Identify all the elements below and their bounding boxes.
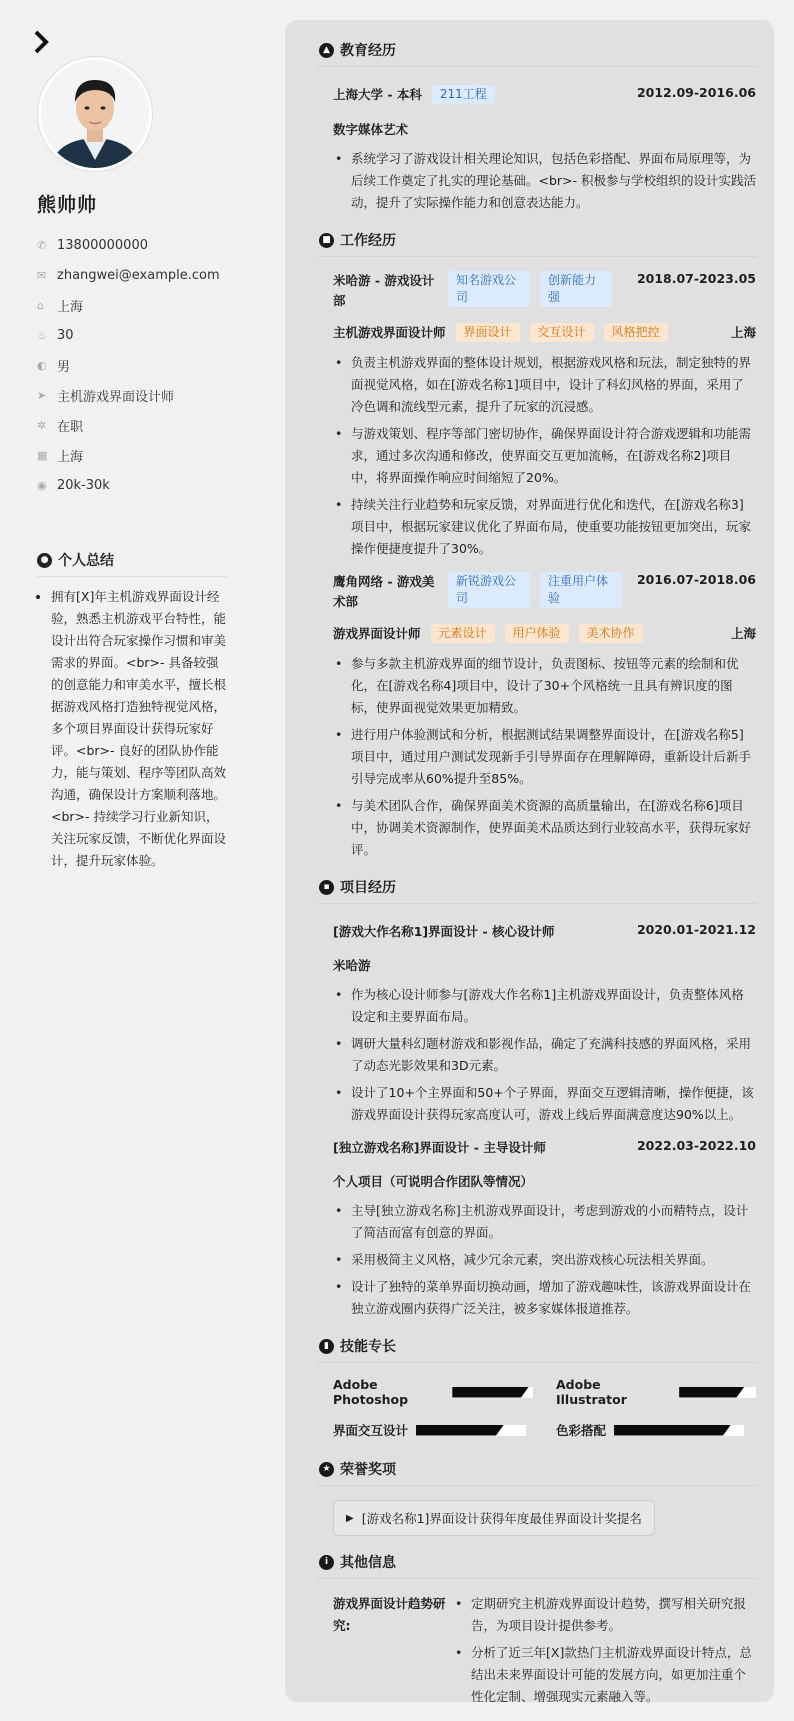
other-bullet: • 分析了近三年[X]款热门主机游戏界面设计特点，总结出未来界面设计可能的发展方向，如更加注重个性化定制、增强现实元素融入等。 [453,1642,756,1708]
main-column [285,20,774,1702]
job-city: 上海 [730,626,756,641]
education-header: 上海大学 - 本科 211工程 2012.09-2016.06 [333,85,756,102]
info-salary: ◉ 20k-30k [37,477,110,493]
projects-title: ▪ 项目经历 [319,877,756,904]
job-bullet: • 与游戏策划、程序等部门密切协作，确保界面设计符合游戏逻辑和功能需求，通过多次沟通和修改，使界面交互更加流畅，在[游戏名称2]项目中，将界面操作响应时间缩短了20%。 [333,423,756,489]
building-icon: ▦ [37,448,48,462]
info-icon: i [319,1555,334,1570]
job-header: 鹰角网络 - 游戏美术部 新锐游戏公司 注重用户体验 2016.07-2018.06 [333,572,756,609]
other-title: i 其他信息 [319,1552,756,1579]
project-bullet: • 作为核心设计师参与[游戏大作名称1]主机游戏界面设计，负责整体风格设定和主要界面布局。 [333,984,756,1028]
mail-icon: ✉ [37,268,47,282]
job-tag: 注重用户体验 [540,572,622,608]
skill-bar-fill [614,1425,731,1436]
education-title: ▲ 教育经历 [319,40,756,67]
job-tag: 新锐游戏公司 [448,572,530,608]
project-bullet: • 设计了独特的菜单界面切换动画，增加了游戏趣味性，该游戏界面设计在独立游戏圈内获得广泛关注，被多家媒体报道推荐。 [333,1276,756,1320]
job-bullet: • 负责主机游戏界面的整体设计规划，根据游戏风格和玩法，制定独特的界面视觉风格，如在[游戏名称1]项目中，设计了科幻风格的界面，采用了冷色调和流线型元素，提升了玩家的沉浸感。 [333,352,756,418]
award-item[interactable]: ▶ [游戏名称1]界面设计获得年度最佳界面设计奖提名 [333,1500,655,1536]
job-period: 2016.07-2018.06 [636,572,756,587]
chart-icon: ▮ [319,1339,334,1354]
project-org: 个人项目（可说明合作团队等情况） [333,1174,534,1189]
summary-text: • 拥有[X]年主机游戏界面设计经验，熟悉主机游戏平台特性，能设计出符合玩家操作习惯和审美需求的界面。<br>- 具备较强的创意能力和审美水平，擅长根据游戏风格打造独特视觉风格，多个项目界面设计获得玩家好评。<br>- 良好的团队协作能力，能与策划、程序等团队高效沟通，确保设计方案顺利落地。<br>- 持续学习行业新知识，关注玩家反馈，不断优化界面设计，提升玩家体验。 [37,586,227,872]
job-city: 上海 [730,325,756,340]
briefcase-icon: ■ [319,233,334,248]
phone-icon: ✆ [37,238,47,252]
education-major: 数字媒体艺术 [333,122,409,137]
project-bullet: • 主导[独立游戏名称]主机游戏界面设计，考虑到游戏的小而精特点，设计了简洁而富有创意的界面。 [333,1200,756,1244]
job-tag: 知名游戏公司 [448,271,530,307]
job-header: 米哈游 - 游戏设计部 知名游戏公司 创新能力强 2018.07-2023.05 [333,271,756,308]
info-status: ✲ 在职 [37,418,84,435]
skill-item: Adobe Illustrator [556,1377,756,1407]
skill-bar-fill [416,1425,504,1436]
skill-bar [614,1425,744,1436]
skill-item: 色彩搭配 [556,1421,756,1439]
project-period: 2022.03-2022.10 [636,1138,756,1153]
skill-row [333,1421,756,1439]
send-icon: ➤ [37,388,47,402]
info-target-job: ➤ 主机游戏界面设计师 [37,388,175,405]
info-target-city: ▦ 上海 [37,448,84,465]
skill-bar-fill [679,1387,744,1398]
user-icon: ● [37,553,52,568]
project-header: [游戏大作名称1]界面设计 - 核心设计师 2020.01-2021.12 [333,922,756,939]
project-period: 2020.01-2021.12 [636,922,756,937]
info-age: ♨ 30 [37,327,74,343]
graduation-cap-icon: ▲ [319,43,334,58]
other-info: 游戏界面设计趋势研究: • 定期研究主机游戏界面设计趋势，撰写相关研究报告，为项目设计提供参考。 • 分析了近三年[X]款热门主机游戏界面设计特点，总结出未来界面设计可能的发展方向，如更加注重个性化定制、增强现实元素融入等。 [333,1593,756,1713]
info-email: ✉ zhangwei@example.com [37,267,220,283]
skill-tag: 用户体验 [505,624,569,643]
education-tag: 211工程 [432,85,495,104]
play-triangle-icon: ▶ [346,1512,354,1524]
skill-tag: 风格把控 [604,323,668,342]
honors-title: ★ 荣誉奖项 [319,1459,756,1486]
skill-bar [416,1425,526,1436]
job-role-row: 游戏界面设计师 元素设计 用户体验 美术协作 上海 [333,626,756,641]
avatar [38,57,152,171]
skill-bar [452,1387,533,1398]
education-period: 2012.09-2016.06 [636,85,756,100]
project-bullet: • 调研大量科幻题材游戏和影视作品，确定了充满科技感的界面风格，采用了动态光影效果和3D元素。 [333,1033,756,1077]
job-bullet: • 持续关注行业趋势和玩家反馈，对界面进行优化和迭代，在[游戏名称3]项目中，根据玩家建议优化了界面布局，使重要功能按钮更加突出，玩家操作便捷度提升了30%。 [333,494,756,560]
coin-icon: ◉ [37,478,47,492]
skill-tag: 交互设计 [530,323,594,342]
project-bullet: • 设计了10+个主界面和50+个子界面，界面交互逻辑清晰，操作便捷，该游戏界面设计获得玩家高度认可，游戏上线后界面满意度达90%以上。 [333,1082,756,1126]
education-bullet: • 系统学习了游戏设计相关理论知识，包括色彩搭配、界面布局原理等，为后续工作奠定了扎实的理论基础。<br>- 积极参与学校组织的设计实践活动，提升了实际操作能力和创意表达能力。 [333,148,756,214]
skill-bar-fill [452,1387,529,1398]
skill-item: Adobe Photoshop [333,1377,533,1407]
job-role-row: 主机游戏界面设计师 界面设计 交互设计 风格把控 上海 [333,325,756,340]
info-gender: ◐ 男 [37,358,71,375]
contact-info [37,230,257,500]
project-org: 米哈游 [333,958,371,973]
cake-icon: ♨ [37,328,47,342]
job-tag: 创新能力强 [540,271,612,307]
info-city: ⌂ 上海 [37,298,84,315]
home-icon: ⌂ [37,298,44,312]
gear-icon: ✲ [37,418,47,432]
job-bullet: • 进行用户体验测试和分析，根据测试结果调整界面设计，在[游戏名称5]项目中，通过用户测试发现新手引导界面存在理解障碍，重新设计后新手引导完成率从60%提升至85%。 [333,724,756,790]
skill-bar [679,1387,756,1398]
candidate-name: 熊帅帅 [37,194,98,216]
skill-tag: 界面设计 [456,323,520,342]
summary-title: ● 个人总结 [37,550,227,577]
logo-icon [34,30,52,58]
skill-tag: 元素设计 [431,624,495,643]
skill-item: 界面交互设计 [333,1421,533,1439]
skills-title: ▮ 技能专长 [319,1336,756,1363]
project-header: [独立游戏名称]界面设计 - 主导设计师 2022.03-2022.10 [333,1138,756,1155]
skill-row [333,1377,756,1407]
job-period: 2018.07-2023.05 [636,271,756,286]
grid-icon: ▪ [319,880,334,895]
other-bullet: • 定期研究主机游戏界面设计趋势，撰写相关研究报告，为项目设计提供参考。 [453,1593,756,1637]
skill-tag: 美术协作 [579,624,643,643]
work-title: ■ 工作经历 [319,230,756,257]
job-bullet: • 参与多款主机游戏界面的细节设计，负责图标、按钮等元素的绘制和优化，在[游戏名称4]项目中，设计了30+个风格统一且具有辨识度的图标，使界面视觉效果更加精致。 [333,653,756,719]
info-phone: ✆ 13800000000 [37,237,148,253]
gender-icon: ◐ [37,358,47,372]
project-bullet: • 采用极简主义风格，减少冗余元素，突出游戏核心玩法相关界面。 [333,1249,756,1271]
job-bullet: • 与美术团队合作，确保界面美术资源的高质量输出，在[游戏名称6]项目中，协调美术资源制作，使界面美术品质达到行业较高水平，获得玩家好评。 [333,795,756,861]
medal-icon: ★ [319,1462,334,1477]
